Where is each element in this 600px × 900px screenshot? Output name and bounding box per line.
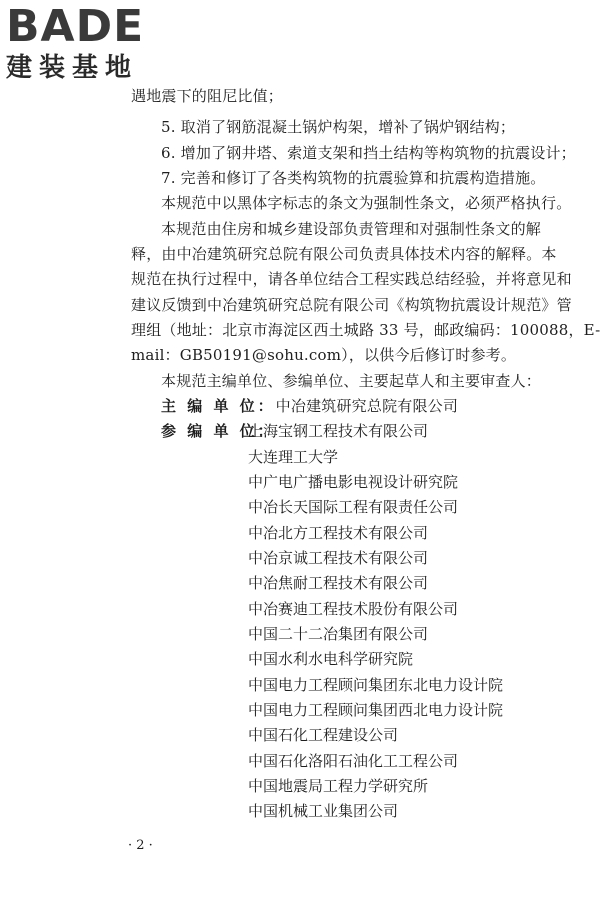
- logo-subtitle: 建装基地: [6, 53, 139, 83]
- participant-org: 中国石化洛阳石油化工工程公司: [248, 752, 459, 770]
- participant-org: 大连理工大学: [248, 448, 339, 466]
- text-line: 释，由中冶建筑研究总院有限公司负责具体技术内容的解释。本: [131, 245, 557, 263]
- participant-org: 中国电力工程顾问集团东北电力设计院: [248, 676, 504, 694]
- participant-org: 中冶北方工程技术有限公司: [248, 524, 429, 542]
- participant-org: 中国石化工程建设公司: [248, 726, 399, 744]
- text-line: 规范在执行过程中，请各单位结合工程实践总结经验，并将意见和: [131, 270, 572, 288]
- text-line: 6. 增加了钢井塔、索道支架和挡土结构等构筑物的抗震设计；: [161, 144, 576, 162]
- participant-org: 中广电广播电影电视设计研究院: [248, 473, 459, 491]
- logo-wordmark: BADE: [6, 1, 145, 52]
- text-line: 本规范中以黑体字标志的条文为强制性条文，必须严格执行。: [161, 194, 572, 212]
- text-line: 本规范主编单位、参编单位、主要起草人和主要审查人：: [161, 372, 542, 390]
- participant-org: 中国机械工业集团公司: [248, 802, 399, 820]
- text-line: 7. 完善和修订了各类构筑物的抗震验算和抗震构造措施。: [161, 169, 546, 187]
- participant-org: 中冶京诚工程技术有限公司: [248, 549, 429, 567]
- participant-org: 中国地震局工程力学研究所: [248, 777, 429, 795]
- text-line: mail：GB50191@sohu.com），以供今后修订时参考。: [131, 346, 517, 364]
- text-line: 遇地震下的阻尼比值；: [131, 87, 284, 105]
- participants-label: 参 编 单 位：: [161, 422, 276, 440]
- chief-editor-org: 中冶建筑研究总院有限公司: [275, 397, 459, 415]
- text-line: 本规范由住房和城乡建设部负责管理和对强制性条文的解: [161, 220, 542, 238]
- participant-org: 中国二十二冶集团有限公司: [248, 625, 429, 643]
- participant-org: 上海宝钢工程技术有限公司: [248, 422, 429, 440]
- page-number: · 2 ·: [128, 838, 153, 853]
- participant-org: 中冶焦耐工程技术有限公司: [248, 574, 429, 592]
- text-line: 建议反馈到中冶建筑研究总院有限公司《构筑物抗震设计规范》管: [131, 296, 572, 314]
- participant-org: 中冶赛迪工程技术股份有限公司: [248, 600, 459, 618]
- chief-editor-row: [161, 396, 458, 416]
- participant-org: 中国电力工程顾问集团西北电力设计院: [248, 701, 504, 719]
- participant-org: 中冶长天国际工程有限责任公司: [248, 498, 459, 516]
- chief-editor-label: 主 编 单 位：: [161, 397, 276, 415]
- text-line: 理组（地址：北京市海淀区西土城路 33 号，邮政编码：100088，E-: [131, 321, 600, 339]
- text-line: 5. 取消了钢筋混凝土锅炉构架，增补了锅炉钢结构；: [161, 118, 516, 136]
- participant-org: 中国水利水电科学研究院: [248, 650, 414, 668]
